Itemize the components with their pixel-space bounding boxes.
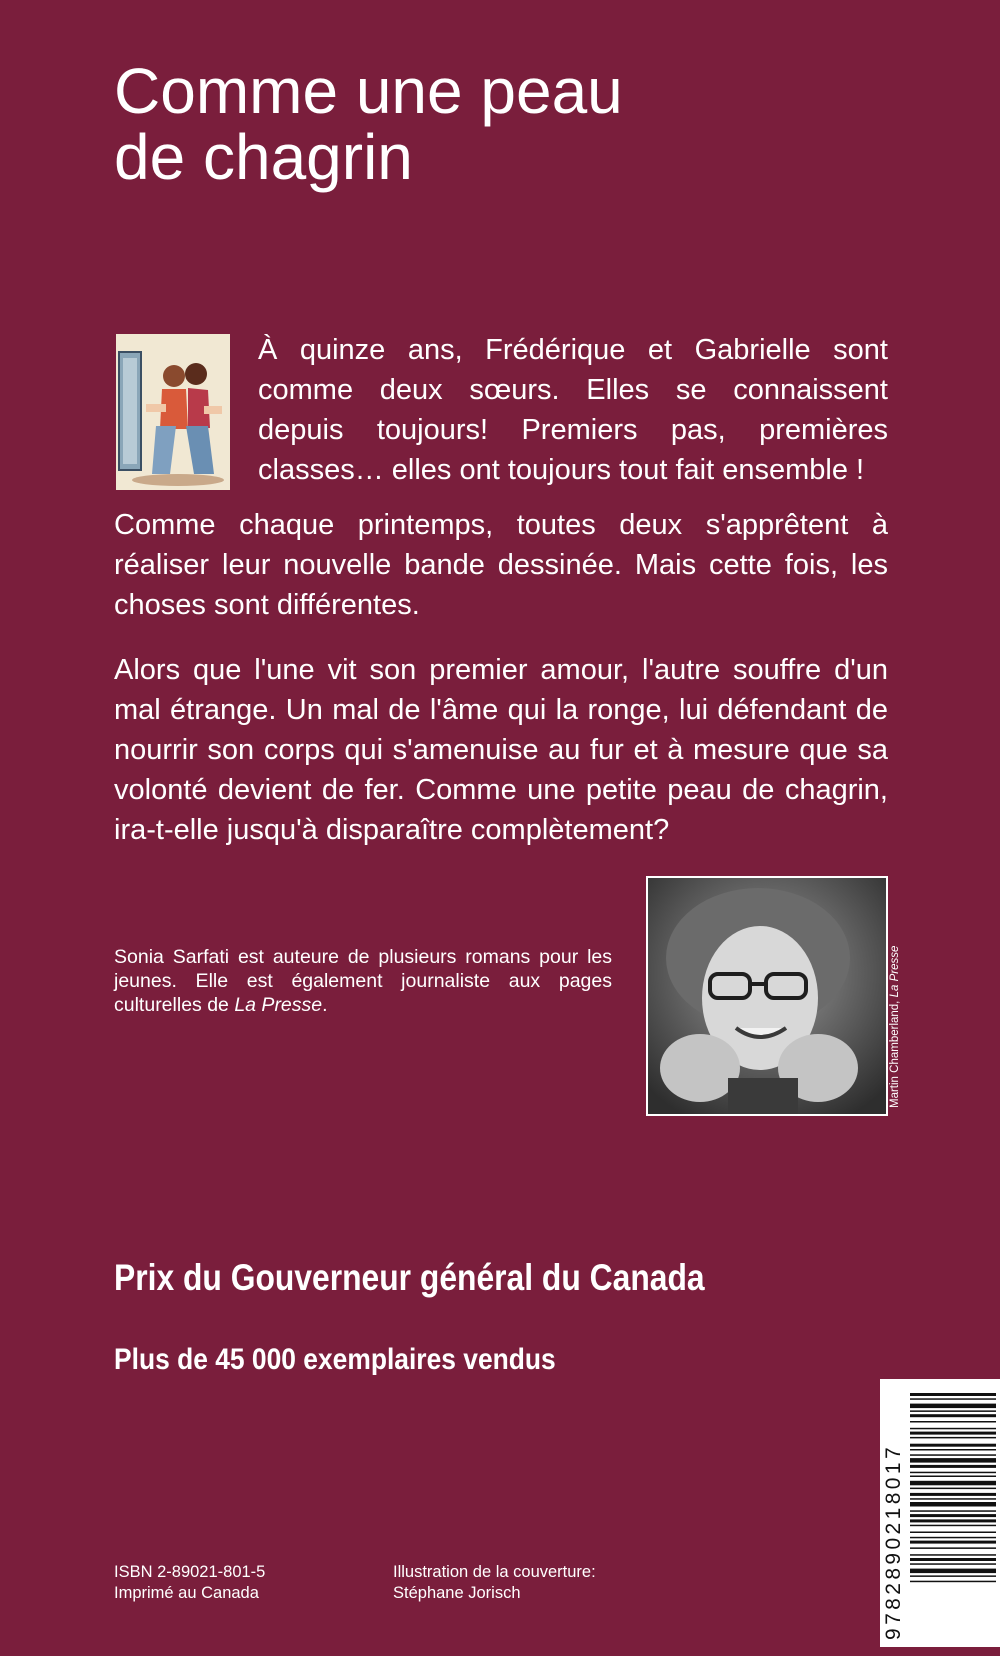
- barcode-bar: [910, 1537, 996, 1539]
- author-bio: [114, 945, 612, 1017]
- isbn-text: ISBN 2-89021-801-5: [114, 1563, 266, 1581]
- barcode-number: 9782890218017: [882, 1443, 905, 1640]
- barcode-bar: [910, 1525, 996, 1527]
- photo-credit-name: Martin Chamberland,: [889, 997, 901, 1108]
- barcode-bar: [910, 1393, 996, 1396]
- barcode-bar: [910, 1428, 996, 1430]
- barcode-bar: [910, 1581, 996, 1583]
- barcode-bar: [910, 1532, 996, 1534]
- barcode-bar: [910, 1472, 996, 1474]
- barcode-bar: [910, 1488, 996, 1490]
- author-bio-newspaper: La Presse: [234, 994, 323, 1016]
- barcode-bar: [910, 1398, 996, 1400]
- barcode-bar: [910, 1458, 996, 1463]
- barcode-bar: [910, 1432, 996, 1435]
- photo-credit: [888, 946, 902, 1108]
- barcode-bar: [910, 1502, 996, 1507]
- printed-in-text: Imprimé au Canada: [114, 1584, 259, 1602]
- barcode-bar: [910, 1414, 996, 1417]
- barcode-bar: [910, 1449, 996, 1451]
- barcode-bar: [910, 1547, 996, 1549]
- barcode-bar: [910, 1493, 996, 1496]
- barcode-bar: [910, 1481, 996, 1486]
- author-portrait: [648, 878, 886, 1114]
- two-girls-illustration: [116, 334, 230, 490]
- barcode-bar: [910, 1454, 996, 1456]
- author-photo: [646, 876, 888, 1116]
- photo-credit-newspaper: La Presse: [889, 945, 901, 998]
- barcode-bar: [910, 1444, 996, 1447]
- barcode-bar: [910, 1498, 996, 1500]
- copies-sold-line: Plus de 45 000 exemplaires vendus: [114, 1343, 556, 1376]
- barcode-bar: [910, 1554, 996, 1556]
- book-title-line2: de chagrin: [114, 121, 413, 193]
- illustrator-name: Stéphane Jorisch: [393, 1584, 521, 1602]
- barcode-bar: [910, 1558, 996, 1561]
- author-bio-end: .: [322, 994, 328, 1016]
- barcode-bar: [910, 1410, 996, 1412]
- book-title: [114, 55, 814, 193]
- barcode-bar: [910, 1437, 996, 1439]
- award-line: Prix du Gouverneur général du Canada: [114, 1257, 705, 1298]
- barcode-bar: [910, 1510, 996, 1512]
- summary-paragraph-1: À quinze ans, Frédérique et Gabrielle sont comme deux sœurs. Elles se connaissent depuis toujours! Premiers pas, premières classes… elles ont toujours tout fait ensemble !: [258, 334, 888, 486]
- footer-right: [393, 1562, 596, 1604]
- barcode-bar: [910, 1404, 996, 1409]
- barcode-bar: [910, 1514, 996, 1517]
- author-bio-text: Sonia Sarfati est auteure de plusieurs romans pour les jeunes. Elle est également journaliste aux pages culturelles de: [114, 946, 612, 1016]
- barcode-bar: [910, 1563, 996, 1565]
- barcode-bar: [910, 1519, 996, 1522]
- summary-paragraph-3: Alors que l'une vit son premier amour, l'autre souffre d'un mal étrange. Un mal de l'âme qui la ronge, lui défendant de nourrir son corps qui s'amenuise au fur et à mesure que sa volonté devient de fer. Comme une petite peau de chagrin, ira-t-elle jusqu'à disparaître complètement?: [114, 654, 888, 846]
- barcode-bar: [910, 1569, 996, 1574]
- barcode-bar: [910, 1421, 996, 1423]
- footer-left: [114, 1562, 265, 1604]
- summary-paragraph-2: Comme chaque printemps, toutes deux s'apprêtent à réaliser leur nouvelle bande dessinée. Mais cette fois, les choses sont différentes.: [114, 509, 888, 621]
- barcode-bar: [910, 1465, 996, 1468]
- book-title-line1: Comme une peau: [114, 55, 623, 127]
- barcode-bar: [910, 1575, 996, 1577]
- cover-illustration-thumbnail: [116, 334, 230, 490]
- barcode-bar: [910, 1476, 996, 1478]
- illustration-credit-label: Illustration de la couverture:: [393, 1563, 596, 1581]
- barcode-bar: [910, 1541, 996, 1544]
